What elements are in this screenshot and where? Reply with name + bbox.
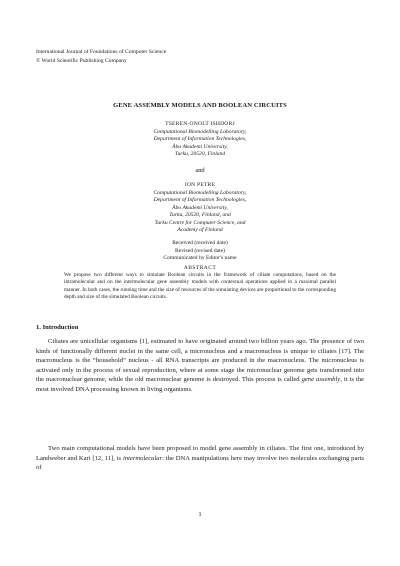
emphasis-term: intermolecular (122, 454, 163, 462)
page-number: 1 (198, 511, 202, 518)
journal-header (36, 48, 166, 65)
abstract-text: We propose two different ways to simulate Boolean circuits in the framework of ciliate computations, based on the intramolecular and on the intermolecular gene assembly models with contextual operations applied in a maximal parallel manner. In both cases, the running time and the size of resources of the simulating devices are proportional to the corresponding depth and size of the simulated Boolean circuits. (64, 272, 336, 301)
author-affiliation: Computational Biomodelling Laboratory, Department of Information Technologies, Åbo Akademi University, Turku, 20520, Finland (153, 128, 247, 157)
paper-title: GENE ASSEMBLY MODELS AND BOOLEAN CIRCUITS (113, 102, 287, 109)
author-block-2 (0, 182, 400, 235)
abstract-heading: ABSTRACT (183, 265, 217, 271)
paragraph-1: Ciliates are unicellular organisms [1], estimated to have originated around two billion years ago. The presence of two kinds of functionally different nuclei in the same cell, a micronucleus and a macronucleus is unique to ciliates [17]. The macronucleus is the “household” nucleus - all RNA transcripts are produced in the macronucleus. The micronucleus is activated only in the process of sexual reproduction, where at some stage the micronuclear genome gets transformed into the macronuclear genome, while the old macronuclear genome is destroyed. This process is called gene assembly, it is the most involved DNA processing known in living organisms. (36, 338, 364, 393)
emphasis-term: gene assembly (301, 376, 341, 384)
communicated-by: Communicated by Editor's name (163, 255, 237, 261)
author-name: ION PETRE (184, 182, 216, 188)
copyright-line: © World Scientific Publishing Company (36, 57, 127, 64)
author-block-1 (0, 121, 400, 159)
section-heading: 1. Introduction (36, 324, 79, 331)
author-conjunction: and (195, 167, 205, 174)
journal-name: International Journal of Foundations of Computer Science (36, 49, 167, 55)
paragraph-2: Two main computational models have been proposed to model gene assembly in ciliates. The first one, introduced by Landweber and Kari [12, 11], is intermolecular: the DNA manipulations here may involve two molecules exchanging parts of (36, 445, 365, 472)
revised-date: Revised (revised date) (174, 247, 225, 254)
submission-dates (0, 240, 400, 263)
received-date: Received (received date) (172, 240, 228, 246)
author-name: TSEREN-ONOLT ISHDORJ (165, 121, 235, 127)
author-affiliation: Computational Biomodelling Laboratory, Department of Information Technologies, Åbo Akademi University, Turku, 20520, Finland, and Turku Centre for Computer Science, and Academy of Finland (153, 189, 247, 233)
